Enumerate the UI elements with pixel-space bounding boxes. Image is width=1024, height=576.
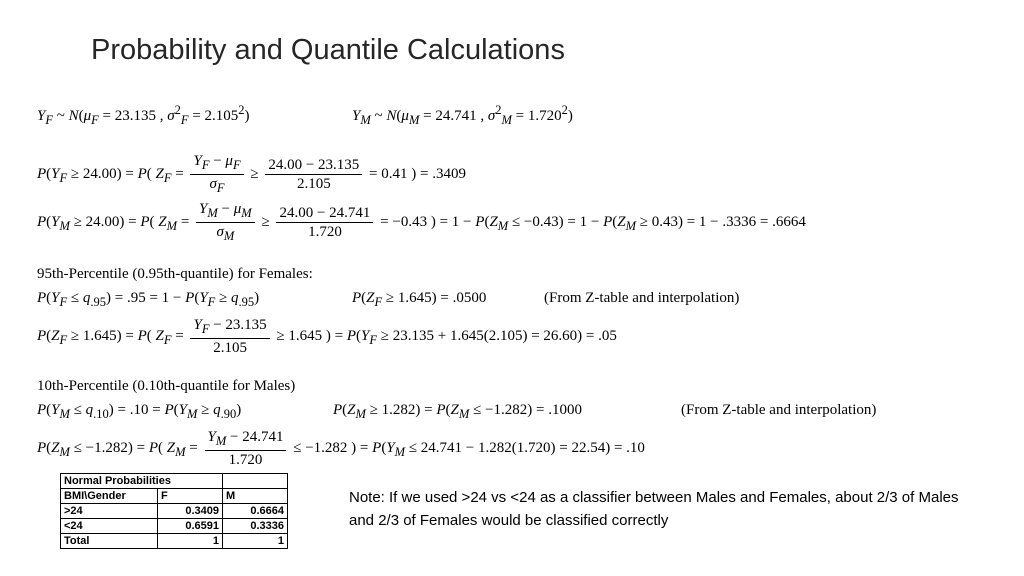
table-row-label: <24 — [61, 519, 158, 534]
normal-probabilities-table — [60, 473, 288, 549]
table-row — [61, 504, 288, 519]
table-row-label: Total — [61, 534, 158, 549]
table-title: Normal Probabilities — [61, 474, 223, 489]
probability-male: $P(Y_M \ge 24.00) = P$( $Z_M$ = $\frac{Y_M - \mu_M}{\sigma_M}$ ≥ $\frac{24.00 - 24.741}{1.720}$ = −0.43 ) = $1 - P(Z_M \le -0.43) = 1 - P(Z_M \ge 0.43) = 1 - .3336 = .6664$ — [37, 201, 806, 243]
quantile-10-z: $P(Z_M \ge 1.282) = P(Z_M \le -1.282) = .1000$ — [333, 402, 582, 421]
table-cell: 0.6664 — [223, 504, 288, 519]
table-cell: 1 — [158, 534, 223, 549]
table-cell: 0.3409 — [158, 504, 223, 519]
table-row — [61, 534, 288, 549]
table-cell: 0.3336 — [223, 519, 288, 534]
table-header: BMI\Gender — [61, 489, 158, 504]
quantile-95-calculation: $P(Z_F \ge 1.645) = P$( $Z_F$ = $\frac{Y_F - 23.135}{2.105}$ ≥ 1.645 ) = $P(Y_F \ge 23.135 + 1.645(2.105) = 26.60) = .05$ — [37, 317, 617, 356]
probability-female: $P(Y_F \ge 24.00) = P$( $Z_F$ = $\frac{Y_F - \mu_F}{\sigma_F}$ ≥ $\frac{24.00 - 23.135}{2.105}$ = 0.41 ) = .3409 — [37, 153, 466, 195]
heading-95th-percentile: 95th-Percentile (0.95th-quantile) for Females: — [37, 266, 313, 282]
table-title-row — [61, 474, 288, 489]
page-title: Probability and Quantile Calculations — [91, 34, 565, 66]
distribution-female: $Y_F$ ~ $N(\mu_F = 23.135$ , $\sigma^2_F = 2.105^2$) — [37, 103, 250, 127]
classifier-note: Note: If we used >24 vs <24 as a classifier between Males and Females, about 2/3 of Males and 2/3 of Females would be classified correctly — [349, 489, 959, 529]
distribution-male: $Y_M$ ~ $N(\mu_M = 24.741$ , $\sigma^2_M = 1.720^2$) — [352, 103, 573, 127]
table-row-label: >24 — [61, 504, 158, 519]
table-row — [61, 519, 288, 534]
table-header-row — [61, 489, 288, 504]
table-cell — [223, 474, 288, 489]
quantile-10-calculation: $P(Z_M \le -1.282) = P$( $Z_M$ = $\frac{Y_M - 24.741}{1.720}$ ≤ −1.282 ) = $P(Y_M \le 24.741 - 1.282(1.720) = 22.54) = .10$ — [37, 429, 645, 468]
quantile-95-definition: $P(Y_F \le q_{.95}) = .95 = 1 - P(Y_F \ge q_{.95})$ — [37, 290, 260, 309]
table-cell: 1 — [223, 534, 288, 549]
heading-10th-percentile: 10th-Percentile (0.10th-quantile for Males) — [37, 378, 296, 394]
table-header: M — [223, 489, 288, 504]
table-header: F — [158, 489, 223, 504]
table-cell: 0.6591 — [158, 519, 223, 534]
quantile-95-z: $P(Z_F \ge 1.645) = .0500$ — [352, 290, 487, 309]
quantile-10-definition: $P(Y_M \le q_{.10}) = .10 = P(Y_M \ge q_{.90})$ — [37, 402, 242, 421]
quantile-10-note: (From Z-table and interpolation) — [681, 402, 877, 418]
quantile-95-note: (From Z-table and interpolation) — [544, 290, 740, 306]
